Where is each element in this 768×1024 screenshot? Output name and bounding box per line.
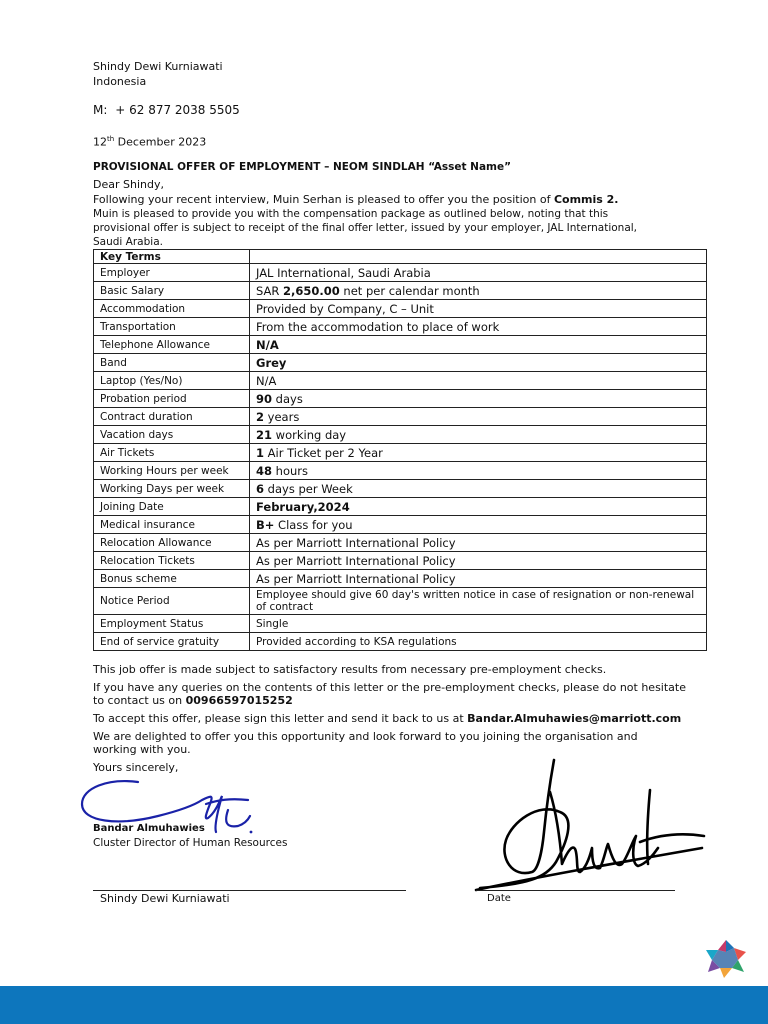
table-row: [94, 264, 707, 282]
term-value: [250, 282, 707, 300]
company-logo: [704, 938, 748, 980]
accept-text: [93, 712, 693, 725]
term-value: [250, 588, 707, 615]
term-value: [250, 408, 707, 426]
table-row: [94, 282, 707, 300]
queries-line-2: [93, 694, 693, 707]
term-label: Bonus scheme: [94, 570, 250, 588]
term-label: Contract duration: [94, 408, 250, 426]
term-value: [250, 264, 707, 282]
term-value-suffix: days per Week: [264, 481, 353, 496]
intro-line-4: Saudi Arabia.: [93, 236, 163, 248]
signer-name: Bandar Almuhawies: [93, 823, 205, 834]
term-value: [250, 498, 707, 516]
term-value-bold: B+: [256, 517, 275, 532]
table-row: [94, 408, 707, 426]
term-value-bold: 2,650.00: [283, 283, 340, 298]
term-value-suffix: hours: [272, 463, 309, 478]
term-value-bold: Grey: [256, 355, 287, 370]
date-signature-line: [476, 890, 675, 891]
greeting: Dear Shindy,: [93, 178, 164, 191]
table-row: [94, 354, 707, 372]
term-value: [250, 300, 707, 318]
term-value-value: From the accommodation to place of work: [256, 319, 500, 334]
table-row: [94, 498, 707, 516]
term-value-value: Single: [256, 617, 289, 630]
footer-bar: [0, 986, 768, 1024]
table-row: [94, 480, 707, 498]
table-row: [94, 534, 707, 552]
term-value: [250, 552, 707, 570]
term-value-suffix: Air Ticket per 2 Year: [264, 445, 383, 460]
term-value: [250, 372, 707, 390]
signer-title: Cluster Director of Human Resources: [93, 837, 288, 849]
term-value-value: JAL International, Saudi Arabia: [256, 265, 431, 280]
term-label: Air Tickets: [94, 444, 250, 462]
term-value-value: Provided according to KSA regulations: [256, 635, 457, 648]
table-header-empty: [250, 250, 707, 264]
term-label: Laptop (Yes/No): [94, 372, 250, 390]
mobile-number: + 62 877 2038 5505: [115, 103, 240, 117]
date-label: Date: [487, 893, 511, 904]
queries-text: [93, 681, 693, 707]
term-value-suffix: Class for you: [274, 517, 353, 532]
table-row: [94, 615, 707, 633]
term-value-suffix: net per calendar month: [339, 283, 480, 298]
accept-instruction: To accept this offer, please sign this letter and send it back to us at: [93, 712, 468, 725]
contact-text: to contact us on: [93, 694, 186, 707]
delighted-line-2: working with you.: [93, 743, 191, 756]
term-label: Relocation Allowance: [94, 534, 250, 552]
table-row: [94, 426, 707, 444]
term-label: Working Hours per week: [94, 462, 250, 480]
term-value-value: N/A: [256, 373, 277, 388]
date-day: 12: [93, 135, 107, 149]
table-row: [94, 318, 707, 336]
table-header-row: [94, 250, 707, 264]
intro-line-1: [93, 193, 619, 207]
term-value-value: As per Marriott International Policy: [256, 553, 456, 568]
term-label: Employer: [94, 264, 250, 282]
term-value: [250, 516, 707, 534]
term-value-suffix: working day: [272, 427, 347, 442]
term-label: Employment Status: [94, 615, 250, 633]
queries-line-1: If you have any queries on the contents of this letter or the pre-employment checks, please do not hesitate: [93, 681, 686, 694]
key-terms-table: [93, 249, 707, 651]
term-value: [250, 633, 707, 651]
term-label: Accommodation: [94, 300, 250, 318]
intro-line-3: provisional offer is subject to receipt of the final offer letter, issued by your employer, JAL International,: [93, 222, 638, 234]
term-value: [250, 570, 707, 588]
term-value-suffix: days: [272, 391, 303, 406]
intro-text: Following your recent interview, Muin Serhan is pleased to offer you the position of: [93, 193, 554, 206]
term-value: [250, 444, 707, 462]
term-value-prefix: SAR: [256, 283, 284, 298]
employee-name: Shindy Dewi Kurniawati: [100, 892, 230, 905]
term-label: Working Days per week: [94, 480, 250, 498]
table-row: [94, 588, 707, 615]
contact-phone: 00966597015252: [185, 694, 293, 707]
delighted-line-1: We are delighted to offer you this opportunity and look forward to you joining the organisation and: [93, 730, 638, 743]
mobile-line: [93, 103, 240, 117]
employee-signature-line: [93, 890, 406, 891]
term-value-value: Employee should give 60 day's written notice in case of resignation or non-renewal of contract: [256, 589, 695, 613]
term-value: [250, 426, 707, 444]
intro-line-2: Muin is pleased to provide you with the compensation package as outlined below, noting that this: [93, 208, 609, 220]
term-label: Notice Period: [94, 588, 250, 615]
term-label: Transportation: [94, 318, 250, 336]
table-row: [94, 444, 707, 462]
term-value: [250, 354, 707, 372]
letter-date: [93, 132, 206, 150]
term-label: Band: [94, 354, 250, 372]
recipient-country: Indonesia: [93, 75, 147, 88]
term-value-bold: February,2024: [256, 499, 350, 514]
checks-text: This job offer is made subject to satisfactory results from necessary pre-employment checks.: [93, 663, 607, 676]
recipient-name: Shindy Dewi Kurniawati: [93, 60, 223, 73]
term-value-bold: 21: [256, 427, 273, 442]
term-value: [250, 462, 707, 480]
term-label: End of service gratuity: [94, 633, 250, 651]
position-title: Commis 2.: [553, 193, 619, 206]
table-row: [94, 633, 707, 651]
table-row: [94, 516, 707, 534]
term-value: [250, 318, 707, 336]
table-row: [94, 552, 707, 570]
employee-signature: [472, 752, 708, 897]
table-row: [94, 462, 707, 480]
term-value-bold: N/A: [256, 337, 279, 352]
table-row: [94, 372, 707, 390]
table-row: [94, 390, 707, 408]
table-row: [94, 300, 707, 318]
term-label: Basic Salary: [94, 282, 250, 300]
term-value-bold: 1: [256, 445, 265, 460]
term-value-bold: 2: [256, 409, 265, 424]
term-value-bold: 6: [256, 481, 265, 496]
date-suffix: th: [107, 135, 115, 143]
yours-sincerely: Yours sincerely,: [93, 761, 179, 774]
term-label: Relocation Tickets: [94, 552, 250, 570]
term-value: [250, 390, 707, 408]
term-label: Joining Date: [94, 498, 250, 516]
term-value-suffix: years: [264, 409, 300, 424]
term-value-bold: 90: [256, 391, 273, 406]
term-value: [250, 615, 707, 633]
term-label: Probation period: [94, 390, 250, 408]
contact-email[interactable]: Bandar.Almuhawies@marriott.com: [467, 712, 682, 725]
mobile-label: M:: [93, 103, 108, 117]
term-label: Telephone Allowance: [94, 336, 250, 354]
term-value: [250, 336, 707, 354]
term-value-value: As per Marriott International Policy: [256, 571, 456, 586]
term-label: Vacation days: [94, 426, 250, 444]
term-value: [250, 480, 707, 498]
table-header: Key Terms: [94, 250, 250, 264]
term-value-value: As per Marriott International Policy: [256, 535, 456, 550]
table-row: [94, 570, 707, 588]
table-row: [94, 336, 707, 354]
date-rest: December 2023: [114, 135, 207, 149]
term-value-bold: 48: [256, 463, 273, 478]
term-value: [250, 534, 707, 552]
term-label: Medical insurance: [94, 516, 250, 534]
term-value-value: Provided by Company, C – Unit: [256, 301, 434, 316]
offer-subject: PROVISIONAL OFFER OF EMPLOYMENT – NEOM SINDLAH “Asset Name”: [93, 161, 512, 173]
